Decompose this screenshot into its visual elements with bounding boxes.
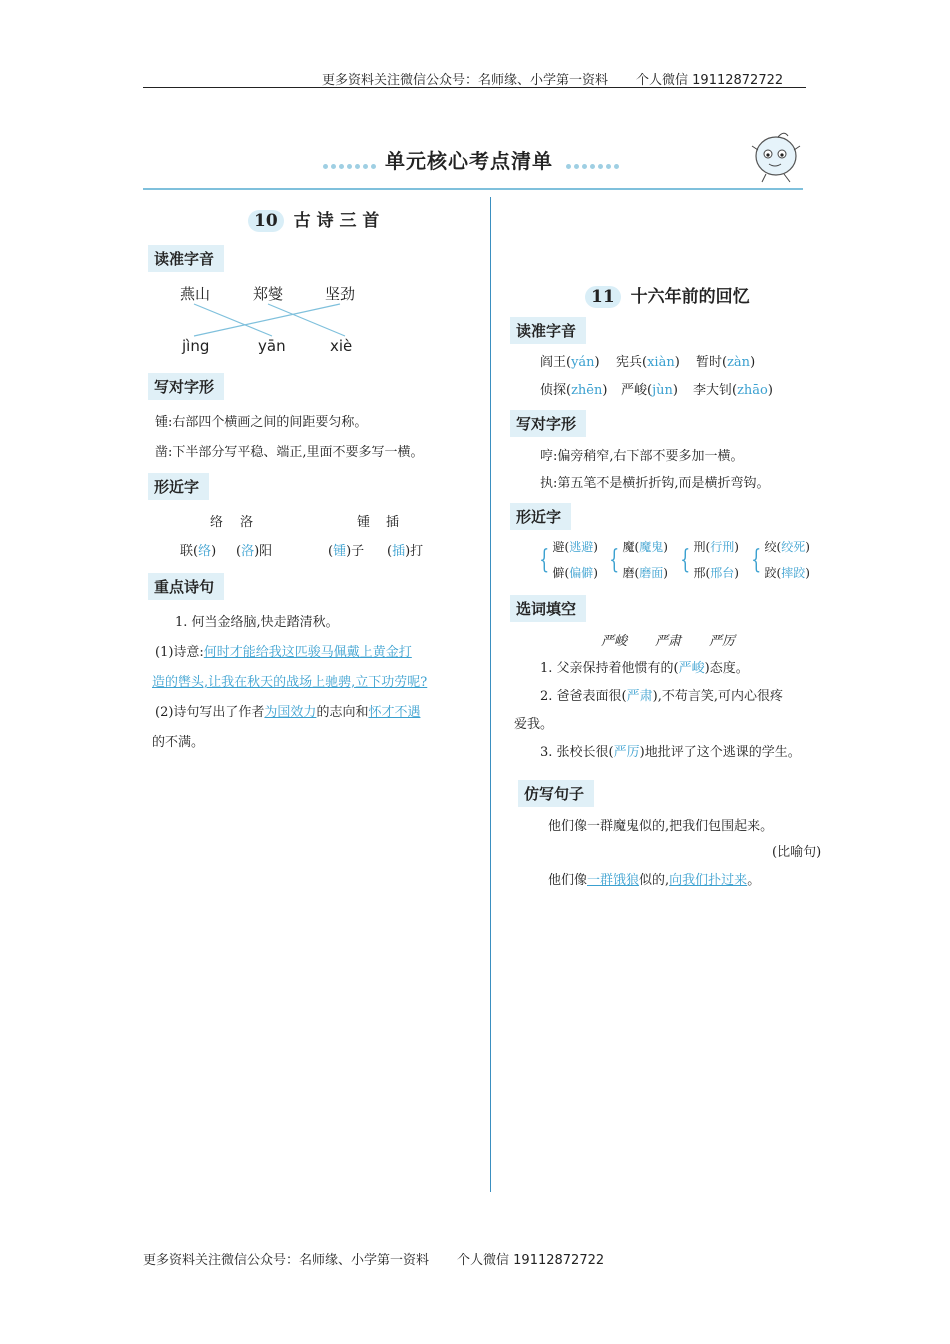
section-similar-chars: 形近字 [148, 473, 209, 500]
xj-group-1: { 避(逃避) 僻(偏僻) [539, 540, 598, 580]
section-writing-r: 写对字形 [510, 410, 586, 437]
xj-word-2: (洛)阳 [236, 544, 273, 559]
lesson-10-title: 10 古 诗 三 首 [248, 206, 379, 232]
section-pronunciation: 读准字音 [148, 245, 224, 272]
xj-char-1: 络 [210, 515, 224, 530]
title-underline [143, 188, 803, 190]
poem-meaning-2: 造的辔头,让我在秋天的战场上驰骋,立下功劳呢? [152, 675, 428, 690]
lesson-11-title: 11 十六年前的回忆 [585, 282, 750, 308]
xj-word-3: (锺)子 [328, 544, 365, 559]
xj-group-2: { 魔(魔鬼) 磨(磨面) [609, 540, 668, 580]
fill-2: 2. 爸爸表面很(严肃),不苟言笑,可内心很疼 [540, 689, 783, 704]
section-similar-chars-r: 形近字 [510, 503, 571, 530]
choice-2: 严肃 [655, 634, 682, 649]
mascot-icon [750, 128, 802, 186]
section-imitate: 仿写句子 [518, 780, 594, 807]
header-rule [143, 87, 806, 88]
section-pronunciation-r: 读准字音 [510, 317, 586, 344]
poem-intent-1: (2)诗句写出了作者为国效力的志向和怀才不遇 [155, 705, 421, 720]
xj-char-3: 锺 [357, 515, 371, 530]
xj-group-3: { 刑(行刑) 邢(邢台) [680, 540, 739, 580]
zixing-r-2: 执:第五笔不是横折折钩,而是横折弯钩。 [540, 476, 770, 491]
pinyin-1: jìng [182, 337, 210, 355]
py-item-1: 阎王(yán) [540, 355, 600, 370]
pinyin-3: xiè [330, 337, 353, 355]
zixing-r-1: 哼:偏旁稍窄,右下部不要多加一横。 [540, 449, 744, 464]
word-3: 坚劲 [325, 285, 356, 303]
imitate-tag: (比喻句) [772, 845, 822, 860]
section-key-lines: 重点诗句 [148, 573, 224, 600]
py-item-4: 侦探(zhēn) [540, 383, 608, 398]
xj-word-4: (插)打 [387, 544, 424, 559]
xj-char-4: 插 [386, 515, 400, 530]
xj-group-4: { 绞(绞死) 跤(摔跤) [751, 540, 810, 580]
section-fill-blank: 选词填空 [510, 595, 586, 622]
fill-3: 3. 张校长很(严厉)地批评了这个逃课的学生。 [540, 745, 801, 760]
poem-meaning-1: (1)诗意:何时才能给我这匹骏马佩戴上黄金打 [155, 645, 412, 660]
title-dots-right [566, 154, 622, 160]
section-writing: 写对字形 [148, 373, 224, 400]
page-header: 更多资料关注微信公众号：名师缘、小学第一资料 个人微信 19112872722 [322, 73, 784, 88]
zixing-2: 凿:下半部分写平稳、端正,里面不要多写一横。 [155, 445, 424, 460]
pinyin-2: yān [258, 337, 286, 355]
word-1: 燕山 [180, 285, 211, 303]
poem-line: 1. 何当金络脑,快走踏清秋。 [175, 615, 339, 630]
choice-3: 严厉 [709, 634, 736, 649]
xj-char-2: 洛 [240, 515, 254, 530]
choice-1: 严峻 [601, 634, 628, 649]
word-2: 郑燮 [253, 285, 284, 303]
xj-word-1: 联(络) [180, 544, 217, 559]
poem-intent-2: 的不满。 [152, 735, 205, 750]
matching-lines [180, 300, 360, 340]
py-item-2: 宪兵(xiàn) [616, 355, 680, 370]
py-item-3: 暂时(zàn) [696, 355, 756, 370]
py-item-6: 李大钊(zhāo) [693, 383, 773, 398]
zixing-1: 锺:右部四个横画之间的间距要匀称。 [155, 415, 368, 430]
page-title: 单元核心考点清单 [385, 149, 553, 173]
imitate-example: 他们像一群魔鬼似的,把我们包围起来。 [548, 819, 774, 834]
fill-1: 1. 父亲保持着他惯有的(严峻)态度。 [540, 661, 749, 676]
py-item-5: 严峻(jùn) [621, 383, 678, 398]
column-divider [490, 197, 491, 1192]
title-dots-left [323, 154, 379, 160]
imitate-answer: 他们像一群饿狼似的,向我们扑过来。 [548, 873, 761, 888]
page-footer: 更多资料关注微信公众号：名师缘、小学第一资料 个人微信 19112872722 [143, 1253, 605, 1268]
fill-2-cont: 爱我。 [514, 717, 554, 732]
